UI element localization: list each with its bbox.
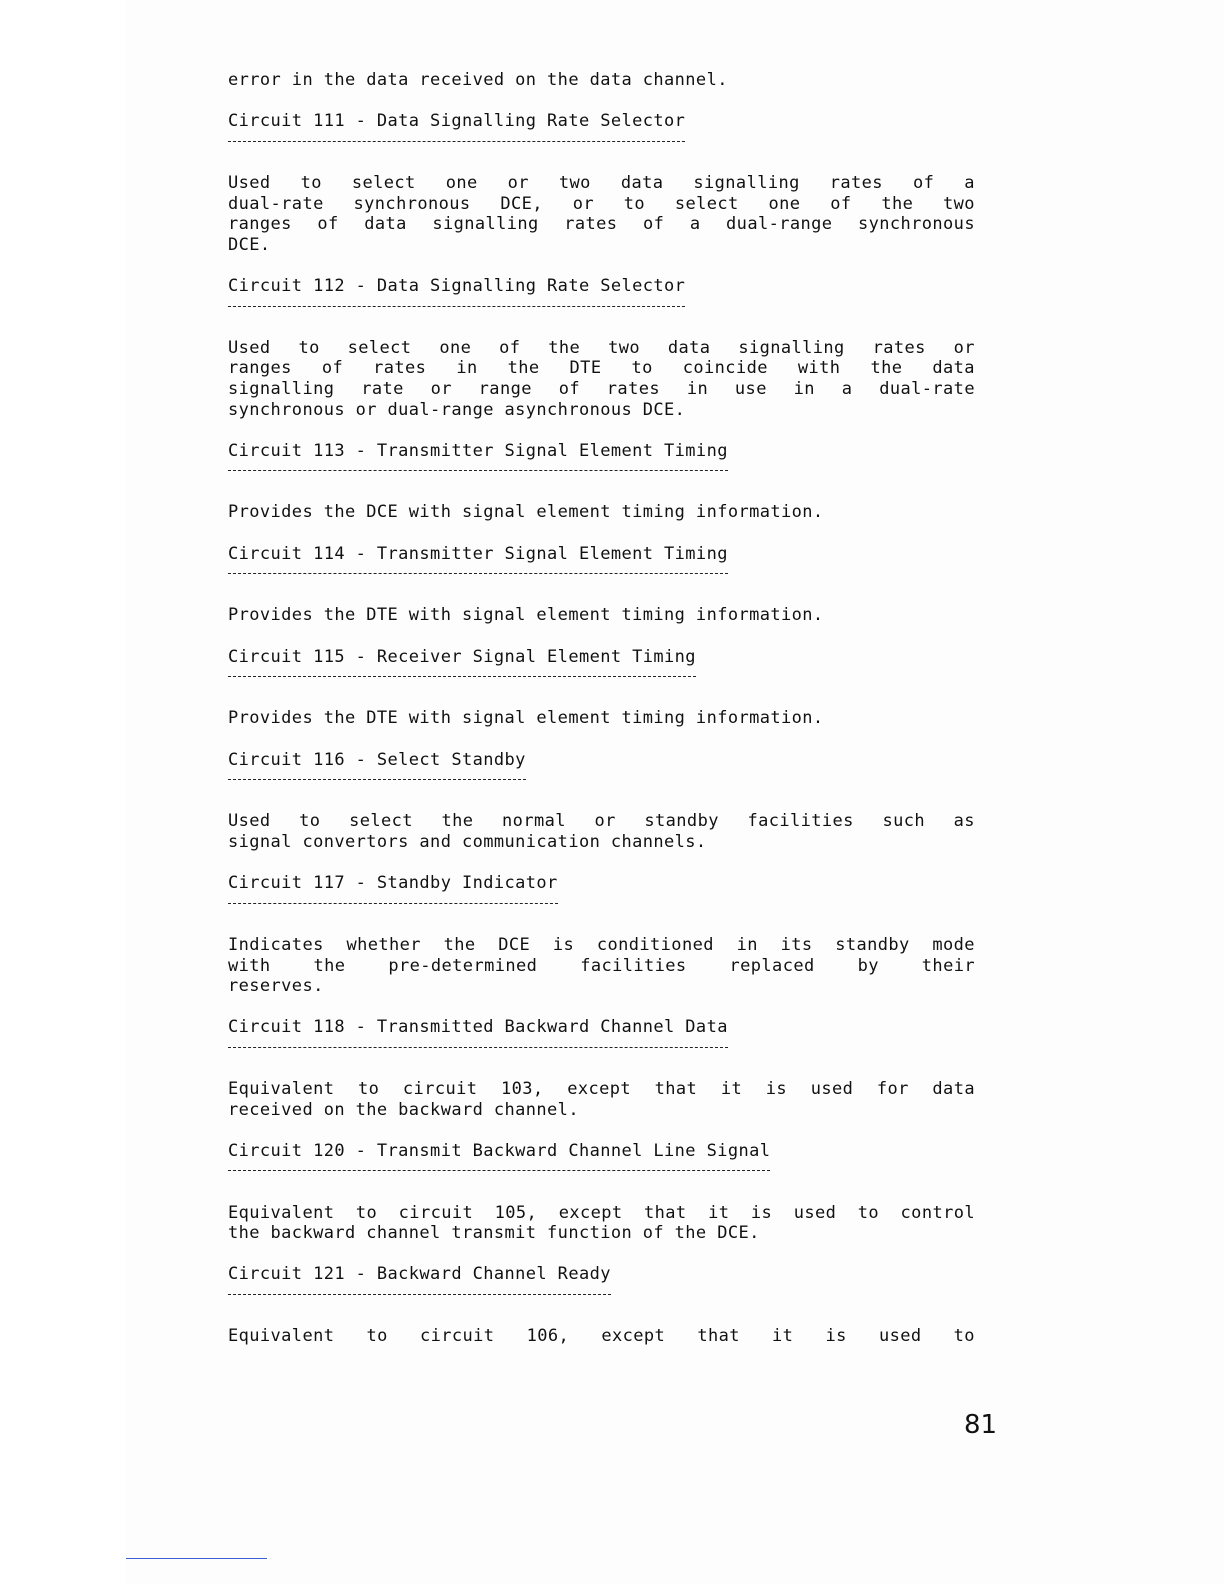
word: it	[708, 1202, 730, 1223]
word: mode	[932, 934, 975, 955]
heading-underline	[228, 1161, 770, 1182]
spacer	[228, 1059, 988, 1080]
word: used	[878, 1326, 922, 1347]
word: signalling	[738, 337, 845, 358]
spacer	[228, 585, 988, 606]
word: to	[299, 811, 321, 832]
spacer	[228, 914, 988, 935]
word: is	[765, 1079, 788, 1100]
word: it	[772, 1326, 794, 1347]
section-heading: Circuit 115 - Receiver Signal Element Timing	[228, 646, 696, 667]
body-line	[228, 1203, 975, 1224]
spacer	[228, 152, 988, 173]
word: in	[456, 358, 478, 379]
spacer	[228, 523, 988, 544]
word: normal	[502, 811, 566, 832]
spacer	[228, 853, 988, 874]
body-line: the backward channel transmit function of the DCE.	[228, 1223, 760, 1244]
word: of	[830, 193, 852, 214]
word: with	[797, 358, 841, 379]
word: select	[674, 193, 739, 214]
section-heading: Circuit 118 - Transmitted Backward Channel Data	[228, 1017, 728, 1038]
spacer	[228, 255, 988, 276]
circuit-section	[228, 544, 988, 647]
word: data	[620, 172, 664, 193]
heading-underline	[228, 1038, 728, 1059]
word: that	[654, 1079, 698, 1100]
word: rates	[606, 378, 660, 399]
word: facilities	[747, 811, 854, 832]
word: Equivalent	[228, 1202, 335, 1223]
word: in	[736, 934, 758, 955]
word: to	[366, 1326, 388, 1347]
word: circuit	[402, 1079, 478, 1100]
word: is	[750, 1202, 773, 1223]
word: or	[430, 378, 452, 399]
word: circuit	[419, 1326, 495, 1347]
word: used	[793, 1202, 837, 1223]
word: or	[594, 811, 616, 832]
heading-underline	[228, 667, 696, 688]
circuit-section	[228, 276, 988, 441]
body-line	[228, 811, 975, 832]
body-line	[228, 1326, 975, 1347]
body-line	[228, 379, 975, 400]
spacer	[228, 482, 988, 503]
section-heading: Circuit 116 - Select Standby	[228, 749, 526, 770]
word: to	[300, 172, 322, 193]
body-line: signal convertors and communication channels.	[228, 831, 707, 852]
spacer	[228, 1120, 988, 1141]
word: two	[943, 193, 975, 214]
word: it	[720, 1079, 743, 1100]
word: used	[810, 1079, 854, 1100]
body-line	[228, 956, 975, 977]
heading-underline	[228, 1285, 611, 1306]
word: circuit	[398, 1202, 474, 1223]
word: 105,	[494, 1202, 538, 1223]
word: the	[870, 358, 903, 379]
word: dual-rate	[228, 193, 324, 214]
word: rate	[361, 378, 404, 399]
word: to	[631, 358, 653, 379]
word: DCE	[498, 934, 531, 955]
word: rates	[872, 337, 926, 358]
word: signalling	[432, 214, 539, 235]
word: dual-rate	[879, 378, 975, 399]
heading-underline	[228, 132, 685, 153]
body-line: synchronous or dual-range asynchronous DCE.	[228, 399, 686, 420]
word: whether	[346, 934, 421, 955]
word: to	[298, 337, 320, 358]
word: to	[857, 1202, 880, 1223]
circuit-section	[228, 873, 988, 1017]
word: to	[355, 1202, 378, 1223]
spacer	[228, 1244, 988, 1265]
document-body	[228, 70, 988, 1347]
body-line: DCE.	[228, 234, 271, 255]
circuit-section	[228, 441, 988, 544]
spacer	[228, 688, 988, 709]
word: in	[793, 378, 815, 399]
word: their	[921, 955, 975, 976]
word: rates	[373, 358, 427, 379]
body-line	[228, 358, 975, 379]
word: replaced	[729, 955, 815, 976]
word: that	[697, 1326, 740, 1347]
word: its	[780, 934, 813, 955]
word: one	[439, 337, 472, 358]
word: to	[358, 1079, 380, 1100]
word: for	[876, 1079, 909, 1100]
word: 106,	[526, 1326, 570, 1347]
word: dual-range	[726, 214, 833, 235]
word: data	[364, 214, 407, 235]
body-line: received on the backward channel.	[228, 1099, 579, 1120]
body-line	[228, 173, 975, 194]
word: control	[900, 1202, 975, 1223]
word: or	[572, 193, 594, 214]
word: two	[558, 172, 591, 193]
word: the	[507, 358, 540, 379]
spacer	[228, 997, 988, 1018]
circuit-section	[228, 1017, 988, 1141]
word: the	[548, 337, 581, 358]
word: that	[644, 1202, 687, 1223]
word: Used	[228, 172, 271, 193]
word: DTE	[569, 358, 602, 379]
heading-underline	[228, 894, 558, 915]
spacer	[228, 729, 988, 750]
body-line	[228, 194, 975, 215]
heading-underline	[228, 297, 685, 318]
word: standby	[644, 811, 719, 832]
word: Indicates	[228, 934, 324, 955]
word: conditioned	[596, 934, 714, 955]
word: of	[643, 214, 665, 235]
heading-underline	[228, 461, 728, 482]
body-line	[228, 1079, 975, 1100]
body-line	[228, 338, 975, 359]
page-number: 81	[964, 1410, 998, 1440]
word: with	[228, 955, 271, 976]
spacer	[228, 1306, 988, 1327]
word: Equivalent	[228, 1326, 335, 1347]
word: or	[507, 172, 529, 193]
word: except	[567, 1079, 632, 1100]
word: is	[552, 934, 575, 955]
word: a	[964, 172, 975, 193]
body-line: Provides the DTE with signal element timing information.	[228, 708, 824, 729]
word: rates	[829, 172, 883, 193]
word: of	[912, 172, 935, 193]
spacer	[228, 91, 988, 112]
word: of	[499, 337, 521, 358]
body-line: Provides the DTE with signal element timing information.	[228, 605, 824, 626]
word: the	[441, 811, 474, 832]
word: DCE,	[500, 193, 543, 214]
body-line	[228, 214, 975, 235]
word: synchronous	[353, 193, 471, 214]
word: to	[623, 193, 646, 214]
word: select	[351, 172, 416, 193]
word: data	[667, 337, 711, 358]
word: one	[768, 193, 801, 214]
word: signalling	[693, 172, 800, 193]
word: data	[932, 1079, 975, 1100]
word: a	[689, 214, 701, 235]
word: synchronous	[857, 214, 975, 235]
word: of	[321, 358, 344, 379]
section-heading: Circuit 112 - Data Signalling Rate Selector	[228, 275, 686, 296]
word: to	[953, 1326, 975, 1347]
section-heading: Circuit 111 - Data Signalling Rate Selector	[228, 111, 686, 132]
word: data	[932, 358, 975, 379]
spacer	[228, 791, 988, 812]
word: the	[443, 934, 476, 955]
heading-underline	[228, 770, 526, 791]
word: one	[445, 172, 478, 193]
heading-underline	[228, 564, 728, 585]
body-line	[228, 935, 975, 956]
word: of	[558, 378, 580, 399]
circuit-section	[228, 111, 988, 276]
word: 103,	[501, 1079, 544, 1100]
spacer	[228, 1182, 988, 1203]
circuit-section	[228, 647, 988, 750]
word: facilities	[580, 955, 687, 976]
section-heading: Circuit 117 - Standby Indicator	[228, 873, 558, 894]
word: except	[558, 1202, 623, 1223]
word: standby	[835, 934, 910, 955]
section-heading: Circuit 120 - Transmit Backward Channel Line Signal	[228, 1140, 771, 1161]
section-heading: Circuit 121 - Backward Channel Ready	[228, 1264, 611, 1285]
word: of	[317, 214, 339, 235]
word: Equivalent	[228, 1079, 335, 1100]
body-line: Provides the DCE with signal element timing information.	[228, 502, 824, 523]
word: is	[825, 1326, 847, 1347]
word: use	[734, 378, 767, 399]
word: ranges	[228, 358, 292, 379]
word: Used	[228, 811, 271, 832]
word: ranges	[228, 214, 292, 235]
word: signalling	[228, 378, 335, 399]
body-line: reserves.	[228, 976, 324, 997]
word: two	[608, 337, 640, 358]
circuit-section	[228, 750, 988, 874]
word: range	[478, 378, 532, 399]
bottom-underline	[126, 1558, 267, 1559]
word: as	[953, 811, 975, 832]
section-heading: Circuit 114 - Transmitter Signal Element Timing	[228, 543, 728, 564]
word: except	[601, 1326, 666, 1347]
word: Used	[228, 337, 271, 358]
word: such	[882, 811, 925, 832]
word: in	[686, 378, 709, 399]
circuit-section	[228, 1141, 988, 1265]
word: pre-determined	[388, 955, 538, 976]
word: or	[953, 337, 975, 358]
word: by	[857, 955, 879, 976]
spacer	[228, 626, 988, 647]
word: select	[347, 337, 412, 358]
section-heading: Circuit 113 - Transmitter Signal Element Timing	[228, 440, 728, 461]
intro-line: error in the data received on the data channel.	[228, 70, 728, 90]
circuit-section	[228, 1264, 988, 1346]
word: a	[841, 378, 853, 399]
word: coincide	[682, 358, 768, 379]
word: select	[349, 811, 413, 832]
spacer	[228, 420, 988, 441]
word: rates	[564, 214, 618, 235]
word: the	[313, 955, 346, 976]
spacer	[228, 317, 988, 338]
word: the	[881, 193, 914, 214]
